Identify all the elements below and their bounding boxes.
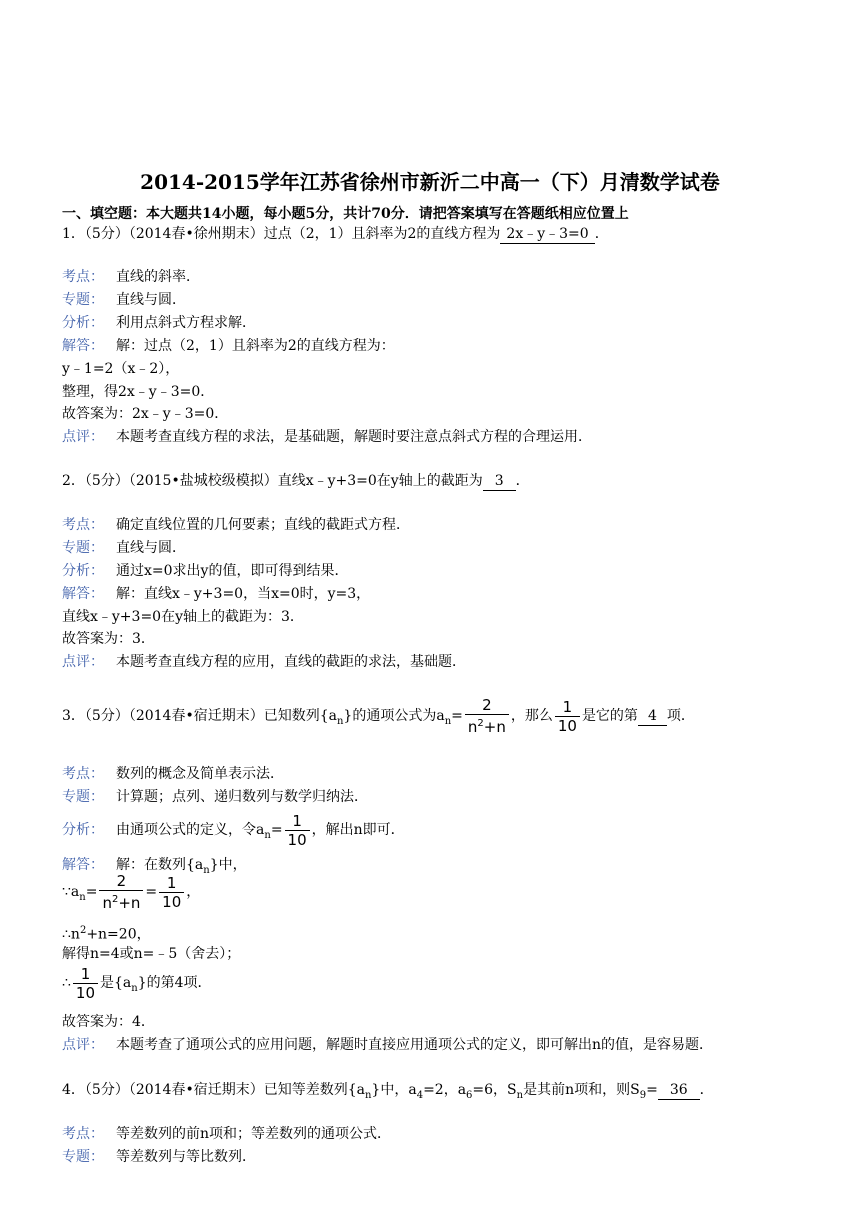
q3-stem-b: }的通项公式为a bbox=[343, 708, 445, 724]
label-zhuanti: 专题： bbox=[62, 789, 104, 805]
q2-jieda-1: 解：直线x﹣y+3=0，当x=0时，y=3， bbox=[116, 586, 371, 602]
label-fenxi: 分析： bbox=[62, 563, 104, 579]
q4-end: ． bbox=[699, 1082, 714, 1098]
label-zhuanti: 专题： bbox=[62, 292, 104, 308]
q1-stem-text: 1．（5分）（2014春•徐州期末）过点（2，1）且斜率为2的直线方程为 bbox=[62, 226, 501, 242]
q1-kaodian-text: 直线的斜率． bbox=[116, 269, 200, 285]
q3-stem-e: 是它的第 bbox=[581, 708, 638, 724]
q1-zhuanti-text: 直线与圆． bbox=[116, 292, 186, 308]
frac-numerator: 2 bbox=[482, 696, 492, 714]
fraction-1-over-10 bbox=[73, 965, 98, 1002]
q3-kaodian bbox=[62, 765, 284, 783]
q2-jieda-3: 故答案为：3． bbox=[62, 631, 155, 647]
q3-answer: 4 bbox=[638, 707, 667, 726]
q3-stem-d: ，那么 bbox=[510, 708, 553, 724]
q1-dianping bbox=[62, 428, 592, 446]
q2-jieda-2: 直线x﹣y+3=0在y轴上的截距为：3． bbox=[62, 609, 304, 625]
frac-denominator bbox=[99, 890, 143, 912]
q4-stem-d: =6，S bbox=[472, 1082, 517, 1098]
q3-end: 项． bbox=[666, 708, 695, 724]
q3-jieda-5b: }的第4项． bbox=[137, 975, 212, 991]
q1-jieda-2: y﹣1=2（x﹣2）， bbox=[62, 361, 180, 377]
q2-fenxi-text: 通过x=0求出y的值，即可得到结果． bbox=[116, 563, 349, 579]
q1-jieda-1: 解：过点（2，1）且斜率为2的直线方程为： bbox=[116, 338, 395, 354]
q4-sub-n: n bbox=[516, 1089, 524, 1101]
q3-jieda-5 bbox=[62, 963, 212, 1009]
q1-fenxi-text: 利用点斜式方程求解． bbox=[116, 315, 256, 331]
frac-numerator: 2 bbox=[116, 872, 127, 890]
q4-zhuanti bbox=[62, 1148, 256, 1166]
q2-kaodian bbox=[62, 516, 410, 534]
q2-answer: 3 bbox=[483, 472, 516, 491]
label-fenxi: 分析： bbox=[62, 822, 104, 838]
q4-kaodian bbox=[62, 1125, 391, 1143]
label-kaodian: 考点： bbox=[62, 766, 104, 782]
q1-jieda-3: 整理，得2x﹣y﹣3=0． bbox=[62, 384, 215, 400]
q4-stem-a: 4．（5分）（2014春•宿迁期末）已知等差数列{a bbox=[62, 1082, 365, 1098]
q2-jieda bbox=[62, 585, 370, 603]
q4-sub-n: n bbox=[364, 1089, 372, 1101]
frac-denominator: 10 bbox=[555, 716, 580, 735]
label-kaodian: 考点： bbox=[62, 517, 104, 533]
q3-stem-a: 3．（5分）（2014春•宿迁期末）已知数列{a bbox=[62, 708, 337, 724]
label-jieda: 解答： bbox=[62, 857, 104, 873]
because-symbol: ∵a bbox=[62, 884, 80, 900]
label-jieda: 解答： bbox=[62, 586, 104, 602]
label-dianping: 点评： bbox=[62, 429, 104, 445]
q3-fenxi bbox=[62, 810, 405, 856]
q1-end: ． bbox=[594, 226, 609, 242]
question-1-stem bbox=[62, 225, 609, 244]
q4-stem-c: =2，a bbox=[423, 1082, 467, 1098]
q2-fenxi bbox=[62, 562, 348, 580]
q4-sub-9: 9 bbox=[639, 1089, 647, 1101]
fraction-1-over-10 bbox=[159, 874, 184, 911]
q4-zhuanti-text: 等差数列与等比数列． bbox=[116, 1149, 256, 1165]
q4-stem-f: = bbox=[646, 1082, 658, 1098]
frac-denominator: 10 bbox=[159, 892, 184, 911]
label-dianping: 点评： bbox=[62, 654, 104, 670]
q3-sub-n: n bbox=[264, 829, 271, 841]
label-zhuanti: 专题： bbox=[62, 540, 104, 556]
frac-denominator: 10 bbox=[73, 983, 98, 1002]
q3-jieda-4: 解得n=4或n=﹣5（舍去）； bbox=[62, 946, 241, 962]
den-plus-n: +n bbox=[483, 718, 506, 736]
den-n: n bbox=[102, 894, 112, 912]
frac-numerator: 1 bbox=[292, 811, 302, 830]
q2-kaodian-text: 确定直线位置的几何要素；直线的截距式方程． bbox=[116, 517, 410, 533]
q2-stem-text: 2．（5分）（2015•盐城校级模拟）直线x﹣y+3=0在y轴上的截距为 bbox=[62, 473, 483, 489]
q2-zhuanti-text: 直线与圆． bbox=[116, 540, 186, 556]
q4-kaodian-text: 等差数列的前n项和；等差数列的通项公式． bbox=[116, 1126, 392, 1142]
label-dianping: 点评： bbox=[62, 1037, 104, 1053]
frac-numerator: 1 bbox=[562, 697, 573, 716]
q3-jieda-2 bbox=[62, 872, 200, 918]
q2-end: ． bbox=[515, 473, 530, 489]
q3-zhuanti bbox=[62, 788, 368, 806]
q3-fenxi-b: = bbox=[270, 822, 283, 838]
q3-fenxi-a: 由通项公式的定义，令a bbox=[116, 822, 265, 838]
q3-stem-c: = bbox=[451, 708, 463, 724]
question-2-stem bbox=[62, 472, 530, 491]
q4-answer: 36 bbox=[658, 1081, 700, 1100]
q3-jieda-5a: 是{a bbox=[100, 975, 132, 991]
frac-denominator bbox=[465, 714, 509, 736]
fraction-2-over-n2n bbox=[99, 872, 143, 912]
label-kaodian: 考点： bbox=[62, 1126, 104, 1142]
comma: ， bbox=[186, 884, 201, 900]
q3-zhuanti-text: 计算题；点列、递归数列与数学归纳法． bbox=[116, 789, 368, 805]
q1-answer: 2x﹣y﹣3=0 bbox=[500, 225, 594, 244]
label-kaodian: 考点： bbox=[62, 269, 104, 285]
fraction-2-over-n2n bbox=[465, 696, 509, 736]
label-zhuanti: 专题： bbox=[62, 1149, 104, 1165]
therefore-rest: +n=20， bbox=[86, 926, 151, 943]
den-sup: 2 bbox=[111, 894, 119, 905]
fraction-1-over-10 bbox=[285, 812, 310, 849]
page-title: 2014-2015学年江苏省徐州市新沂二中高一（下）月清数学试卷 bbox=[140, 170, 720, 194]
frac-numerator: 1 bbox=[80, 964, 91, 983]
therefore-symbol: ∴ bbox=[62, 975, 71, 991]
label-fenxi: 分析： bbox=[62, 315, 104, 331]
den-sup: 2 bbox=[477, 718, 484, 729]
den-n: n bbox=[467, 718, 478, 736]
q1-jieda bbox=[62, 337, 395, 355]
q3-fenxi-c: ，解出n即可． bbox=[311, 822, 405, 838]
fraction-1-over-10 bbox=[555, 698, 580, 735]
q3-sub-n: n bbox=[79, 891, 86, 903]
q1-zhuanti bbox=[62, 291, 186, 309]
equals: = bbox=[85, 884, 98, 900]
q2-dianping bbox=[62, 653, 466, 671]
q1-jieda-4: 故答案为：2x﹣y﹣3=0． bbox=[62, 406, 229, 422]
q1-kaodian bbox=[62, 268, 200, 286]
q3-jieda-1a: 解：在数列{a bbox=[116, 857, 204, 873]
q3-jieda-3 bbox=[62, 922, 151, 944]
den-plus-n: +n bbox=[118, 894, 141, 912]
q4-stem-b: }中，a bbox=[371, 1082, 417, 1098]
sup-2: 2 bbox=[79, 925, 87, 936]
q3-sub-n: n bbox=[444, 715, 452, 727]
frac-numerator: 1 bbox=[166, 873, 177, 892]
question-4-stem bbox=[62, 1081, 714, 1105]
q3-kaodian-text: 数列的概念及简单表示法． bbox=[116, 766, 284, 782]
section-heading: 一、填空题：本大题共14小题，每小题5分，共计70分．请把答案填写在答题纸相应位置上 bbox=[62, 206, 629, 222]
equals: = bbox=[145, 884, 158, 900]
frac-denominator: 10 bbox=[285, 830, 310, 849]
q1-fenxi bbox=[62, 314, 256, 332]
q3-sub-n: n bbox=[131, 982, 138, 994]
q4-sub-4: 4 bbox=[416, 1089, 424, 1101]
q3-jieda-1b: }中， bbox=[209, 857, 247, 873]
q3-dianping-text: 本题考查了通项公式的应用问题，解题时直接应用通项公式的定义，即可解出n的值，是容易题． bbox=[116, 1037, 714, 1053]
q2-dianping-text: 本题考查直线方程的应用，直线的截距的求法，基础题． bbox=[116, 654, 466, 670]
q4-stem-e: 是其前n项和，则S bbox=[523, 1082, 640, 1098]
label-jieda: 解答： bbox=[62, 338, 104, 354]
q3-sub-n: n bbox=[336, 715, 344, 727]
q3-dianping bbox=[62, 1036, 713, 1054]
therefore-n: ∴n bbox=[62, 926, 80, 943]
q4-sub-6: 6 bbox=[466, 1089, 473, 1101]
question-3-stem bbox=[62, 696, 695, 742]
q3-jieda-6: 故答案为：4． bbox=[62, 1014, 155, 1030]
q1-dianping-text: 本题考查直线方程的求法，是基础题，解题时要注意点斜式方程的合理运用． bbox=[116, 429, 592, 445]
q3-sub-n: n bbox=[203, 864, 210, 876]
q2-zhuanti bbox=[62, 539, 186, 557]
